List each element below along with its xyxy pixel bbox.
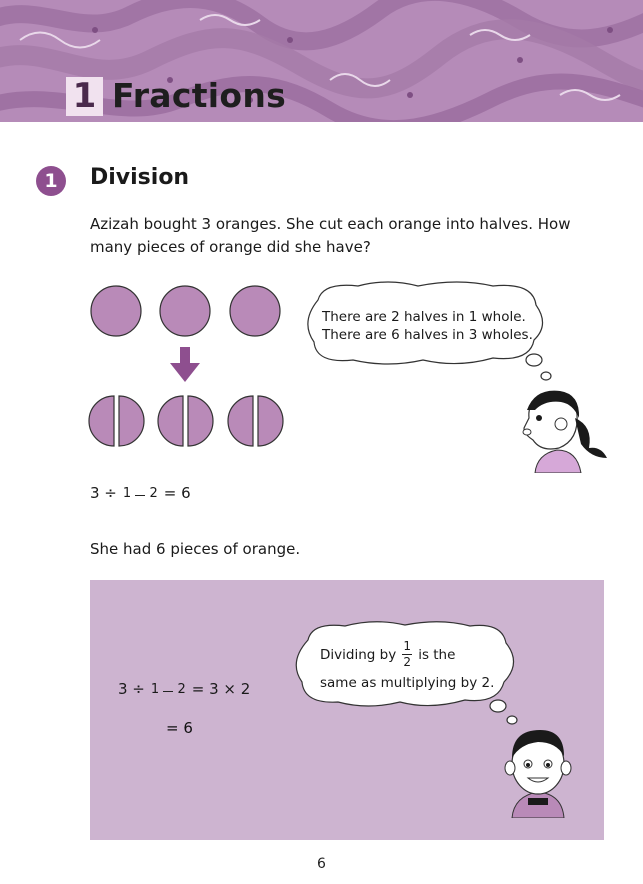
equation-1-right: = 6 [163, 484, 191, 502]
bubble-2-line-2: same as multiplying by 2. [320, 675, 495, 691]
bubble-2-post: is the [418, 646, 456, 663]
section-title: Division [90, 165, 190, 190]
bubble-2-pre: Dividing by [320, 646, 397, 663]
bubble-2-line-1 [320, 640, 455, 669]
half-orange-1b [119, 396, 144, 446]
whole-orange-1 [91, 286, 141, 336]
equation-2-line-2: = 6 [166, 719, 193, 737]
whole-orange-2 [160, 286, 210, 336]
bubble-1-line-1: There are 2 halves in 1 whole. [322, 309, 526, 325]
half-orange-2a [158, 396, 183, 446]
fraction-one-half [123, 486, 158, 501]
bubble-1-line-2: There are 6 halves in 3 wholes. [322, 327, 533, 343]
fraction-bar [163, 691, 173, 692]
fraction-numerator: 1 [403, 639, 411, 653]
equation-1-left: 3 ÷ [90, 484, 117, 502]
chapter-number: 1 [66, 77, 103, 116]
fraction-one-half-2 [151, 682, 186, 697]
problem-text: Azizah bought 3 oranges. She cut each orange into halves. How many pieces of orange did she have? [90, 215, 571, 256]
half-orange-3b [258, 396, 283, 446]
section-number-badge: 1 [36, 166, 66, 196]
boy-illustration [498, 722, 588, 818]
bubble-fraction [402, 640, 412, 669]
equation-1 [90, 484, 191, 502]
thought-bubble-2 [290, 618, 530, 728]
down-arrow-icon [170, 347, 200, 382]
half-orange-2b [188, 396, 213, 446]
oranges-illustration [88, 282, 288, 450]
whole-orange-3 [230, 286, 280, 336]
equation-2-left: 3 ÷ [118, 680, 145, 698]
page-number: 6 [317, 856, 326, 872]
equation-2-right: = 3 × 2 [191, 680, 251, 698]
girl-illustration [515, 388, 615, 473]
fraction-denominator: 2 [403, 655, 411, 669]
half-orange-1a [89, 396, 114, 446]
answer-text: She had 6 pieces of orange. [90, 540, 301, 558]
fraction-denominator: 2 [149, 485, 158, 501]
fraction-numerator: 1 [122, 485, 132, 501]
chapter-title: Fractions [112, 76, 287, 115]
fraction-denominator: 2 [177, 681, 186, 697]
bubble-1-text [322, 308, 542, 344]
equation-2 [118, 680, 250, 698]
fraction-numerator: 1 [150, 681, 160, 697]
half-orange-3a [228, 396, 253, 446]
fraction-bar [135, 495, 145, 496]
